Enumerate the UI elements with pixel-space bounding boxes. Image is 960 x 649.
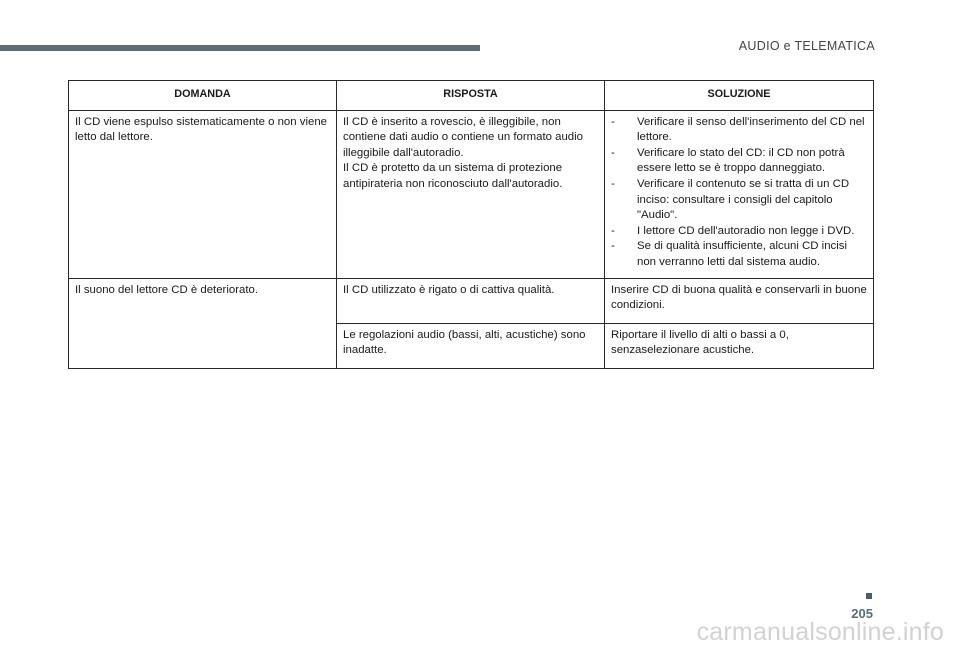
solution-text: Verificare il senso dell'inserimento del CD nel lettore. (637, 115, 865, 144)
list-item: - I lettore CD dell'autoradio non legge i DVD. (611, 224, 855, 237)
solution-list (611, 115, 868, 271)
solution-text: Verificare il contenuto se si tratta di un CD inciso: consultare i consigli del capitolo "Audio". (637, 177, 850, 222)
list-item: - Se di qualità insufficiente, alcuni CD incisi non verranno letti dal sistema audio. (611, 240, 847, 268)
answer-line: Il CD è protetto da un sistema di protezione antipirateria non riconosciuto dall'autoradio. (343, 162, 563, 190)
solution-cell: Riportare il livello di alti o bassi a 0, senzaselezionare acustiche. (605, 323, 874, 368)
question-cell-continued (69, 323, 337, 368)
answer-line: Il CD è inserito a rovescio, è illeggibile, non contiene dati audio o contiene un formato audio illeggibile dall'autoradio. (343, 115, 584, 159)
table-header-row (69, 81, 874, 111)
list-item: - Verificare il senso dell'inserimento del CD nel lettore. (611, 115, 865, 144)
solution-text: Se di qualità insufficiente, alcuni CD incisi non verranno letti dal sistema audio. (637, 240, 847, 268)
answer-cell: Le regolazioni audio (bassi, alti, acustiche) sono inadatte. (337, 323, 605, 368)
column-header-domanda: DOMANDA (69, 81, 337, 111)
answer-cell (337, 110, 605, 278)
solution-text: I lettore CD dell'autoradio non legge i DVD. (637, 224, 855, 237)
column-header-soluzione: SOLUZIONE (605, 81, 874, 111)
table-row (69, 278, 874, 323)
list-item: - Verificare il contenuto se si tratta di un CD inciso: consultare i consigli del capitolo "Audio". (611, 177, 850, 222)
header-bar (0, 45, 480, 51)
question-cell: Il CD viene espulso sistematicamente o non viene letto dal lettore. (69, 110, 337, 278)
table-row (69, 110, 874, 278)
solution-cell (605, 110, 874, 278)
table-row (69, 323, 874, 368)
watermark: carmanualsonline.info (696, 618, 944, 646)
solution-cell: Inserire CD di buona qualità e conservarli in buone condizioni. (605, 278, 874, 323)
page-marker (866, 593, 872, 599)
solution-text: Verificare lo stato del CD: il CD non potrà essere letto se è troppo danneggiato. (637, 146, 845, 175)
section-title: AUDIO e TELEMATICA (738, 39, 875, 53)
troubleshooting-table (68, 80, 874, 369)
list-item: - Verificare lo stato del CD: il CD non potrà essere letto se è troppo danneggiato. (611, 146, 845, 175)
question-cell: Il suono del lettore CD è deteriorato. (69, 278, 337, 323)
page-number: 205 (851, 606, 873, 621)
answer-cell: Il CD utilizzato è rigato o di cattiva qualità. (337, 278, 605, 323)
column-header-risposta: RISPOSTA (337, 81, 605, 111)
